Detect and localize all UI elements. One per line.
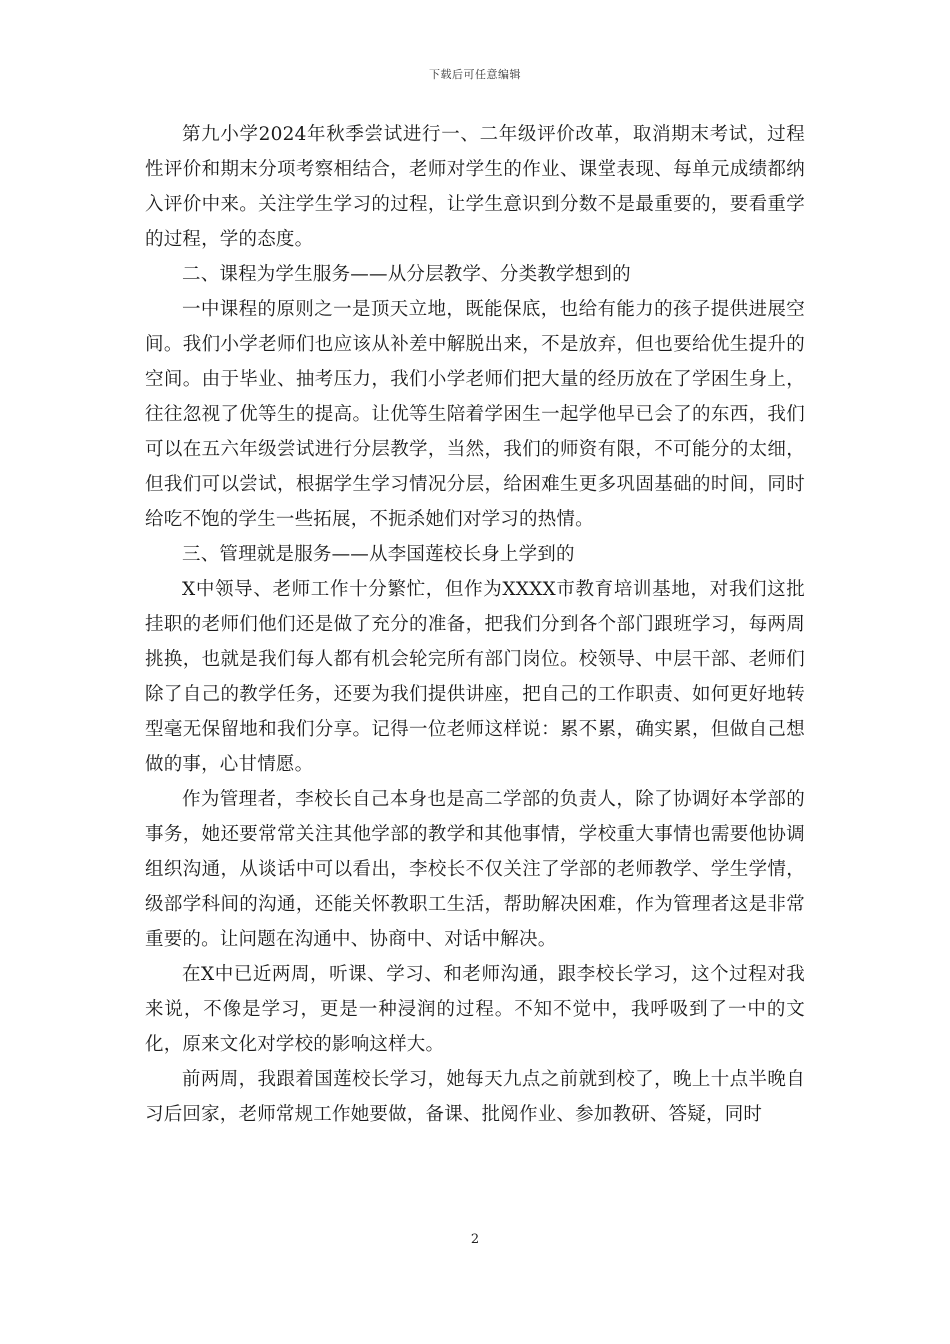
paragraph-principal-schedule: 前两周，我跟着国莲校长学习，她每天九点之前就到校了，晚上十点半晚自习后回家，老师常规工作她要做，备课、批阅作业、参加教研、答疑，同时 [145,1069,805,1125]
paragraph-evaluation-reform: 第九小学2024年秋季尝试进行一、二年级评价改革，取消期末考试，过程性评价和期末分项考察相结合，老师对学生的作业、课堂表现、每单元成绩都纳入评价中来。关注学生学习的过程，让学生意识到分数不是最重要的，要看重学的过程，学的态度。 [145,124,805,250]
paragraph-layered-teaching: 一中课程的原则之一是顶天立地，既能保底，也给有能力的孩子提供进展空间。我们小学老师们也应该从补差中解脱出来，不是放弃，但也要给优生提升的空间。由于毕业、抽考压力，我们小学老师们把大量的经历放在了学困生身上，往往忽视了优等生的提高。让优等生陪着学困生一起学他早已会了的东西，我们可以在五六年级尝试进行分层教学，当然，我们的师资有限，不可能分的太细，但我们可以尝试，根据学生学习情况分层，给困难生更多巩固基础的时间，同时给吃不饱的学生一些拓展，不扼杀她们对学习的热情。 [145,299,805,530]
section-heading-curriculum: 二、课程为学生服务——从分层教学、分类教学想到的 [182,264,631,285]
document-body [145,117,805,1132]
paragraph-principal-manager: 作为管理者，李校长自己本身也是高二学部的负责人，除了协调好本学部的事务，她还要常常关注其他学部的教学和其他事情，学校重大事情也需要他协调组织沟通，从谈话中可以看出，李校长不仅关注了学部的老师教学、学生学情，级部学科间的沟通，还能关怀教职工生活，帮助解决困难，作为管理者这是非常重要的。让问题在沟通中、协商中、对话中解决。 [145,789,805,950]
paragraph-two-weeks-culture: 在X中已近两周，听课、学习、和老师沟通，跟李校长学习，这个过程对我来说，不像是学习，更是一种浸润的过程。不知不觉中，我呼吸到了一中的文化，原来文化对学校的影响这样大。 [145,964,805,1055]
page-header: 下载后可任意编辑 [429,68,521,81]
page-number: 2 [470,1232,480,1247]
section-heading-management: 三、管理就是服务——从李国莲校长身上学到的 [182,544,575,565]
paragraph-school-leaders: X中领导、老师工作十分繁忙，但作为XXXX市教育培训基地，对我们这批挂职的老师们他们还是做了充分的准备，把我们分到各个部门跟班学习，每两周挑换，也就是我们每人都有机会轮完所有部门岗位。校领导、中层干部、老师们除了自己的教学任务，还要为我们提供讲座，把自己的工作职责、如何更好地转型毫无保留地和我们分享。记得一位老师这样说：累不累，确实累，但做自己想做的事，心甘情愿。 [145,579,805,775]
